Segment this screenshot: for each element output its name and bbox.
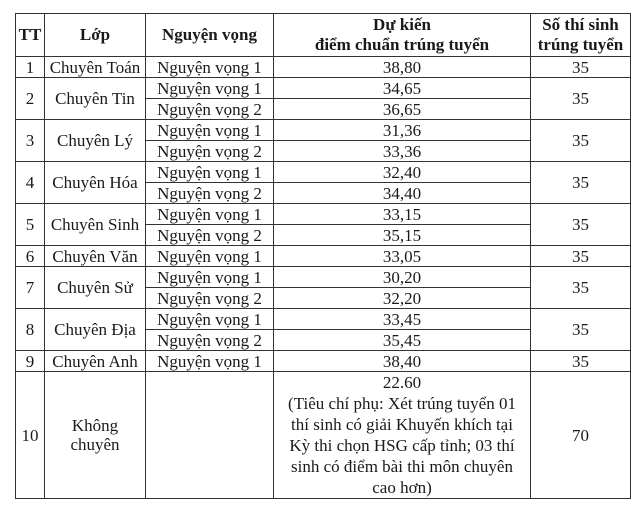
cell-score: 38,40	[274, 351, 531, 372]
cell-score: 22.60	[382, 373, 422, 392]
cell-score: 33,36	[274, 141, 531, 162]
cell-tt: 1	[16, 57, 45, 78]
cell-nguyen-vong: Nguyện vọng 2	[146, 330, 274, 351]
cell-lop: Chuyên Lý	[45, 120, 146, 162]
cell-lop	[45, 372, 146, 499]
cell-lop: Chuyên Sử	[45, 267, 146, 309]
header-du-kien	[274, 14, 531, 57]
header-lop: Lớp	[45, 14, 146, 57]
header-tt: TT	[16, 14, 45, 57]
cell-score: 38,80	[274, 57, 531, 78]
admission-score-table	[15, 13, 631, 499]
cell-score: 31,36	[274, 120, 531, 141]
cell-nguyen-vong: Nguyện vọng 1	[146, 204, 274, 225]
cell-lop: Chuyên Toán	[45, 57, 146, 78]
cell-nguyen-vong: Nguyện vọng 2	[146, 183, 274, 204]
cell-tt: 8	[16, 309, 45, 351]
header-so-thi-sinh-line1: Số thí sinh	[542, 15, 619, 34]
cell-nguyen-vong: Nguyện vọng 1	[146, 162, 274, 183]
cell-lop-line2: chuyên	[70, 435, 120, 454]
note-line: cao hơn)	[372, 478, 432, 497]
cell-quota: 35	[531, 120, 631, 162]
cell-nguyen-vong: Nguyện vọng 1	[146, 57, 274, 78]
cell-nguyen-vong: Nguyện vọng 1	[146, 78, 274, 99]
table-row	[16, 57, 631, 78]
cell-score: 33,15	[274, 204, 531, 225]
cell-lop: Chuyên Anh	[45, 351, 146, 372]
cell-quota: 35	[531, 204, 631, 246]
cell-score: 32,40	[274, 162, 531, 183]
note-line: Kỳ thi chọn HSG cấp tỉnh; 03 thí	[289, 436, 515, 455]
cell-lop: Chuyên Văn	[45, 246, 146, 267]
cell-nguyen-vong	[146, 372, 274, 499]
cell-quota: 35	[531, 78, 631, 120]
table-row	[16, 162, 631, 183]
cell-tt: 2	[16, 78, 45, 120]
cell-tt: 5	[16, 204, 45, 246]
cell-quota: 35	[531, 267, 631, 309]
cell-nguyen-vong: Nguyện vọng 1	[146, 246, 274, 267]
cell-lop: Chuyên Tin	[45, 78, 146, 120]
cell-score: 36,65	[274, 99, 531, 120]
table-row	[16, 309, 631, 330]
header-du-kien-line2: điểm chuẩn trúng tuyển	[314, 35, 490, 54]
cell-score: 35,15	[274, 225, 531, 246]
cell-lop: Chuyên Sinh	[45, 204, 146, 246]
table-row	[16, 204, 631, 225]
cell-score: 33,05	[274, 246, 531, 267]
note-line: (Tiêu chí phụ: Xét trúng tuyển 01	[288, 394, 516, 413]
header-du-kien-line1: Dự kiến	[373, 15, 431, 34]
table-row	[16, 246, 631, 267]
header-row	[16, 14, 631, 57]
note-line: sinh có điểm bài thi môn chuyên	[291, 457, 513, 476]
note-line: thí sinh có giải Khuyến khích tại	[291, 415, 513, 434]
cell-score: 32,20	[274, 288, 531, 309]
cell-nguyen-vong: Nguyện vọng 2	[146, 288, 274, 309]
cell-quota: 70	[531, 372, 631, 499]
cell-lop: Chuyên Địa	[45, 309, 146, 351]
cell-tt: 7	[16, 267, 45, 309]
cell-score: 35,45	[274, 330, 531, 351]
table-row	[16, 267, 631, 288]
cell-nguyen-vong: Nguyện vọng 2	[146, 99, 274, 120]
cell-score: 34,40	[274, 183, 531, 204]
cell-quota: 35	[531, 351, 631, 372]
table-row	[16, 78, 631, 99]
cell-nguyen-vong: Nguyện vọng 2	[146, 141, 274, 162]
cell-nguyen-vong: Nguyện vọng 1	[146, 267, 274, 288]
cell-nguyen-vong: Nguyện vọng 2	[146, 225, 274, 246]
cell-score: 34,65	[274, 78, 531, 99]
header-so-thi-sinh	[531, 14, 631, 57]
cell-tt: 9	[16, 351, 45, 372]
header-nguyen-vong: Nguyện vọng	[146, 14, 274, 57]
cell-tt: 3	[16, 120, 45, 162]
cell-tt: 10	[16, 372, 45, 499]
cell-lop-line1: Không	[71, 416, 119, 435]
cell-score-with-note	[274, 372, 531, 499]
cell-score: 30,20	[274, 267, 531, 288]
cell-lop: Chuyên Hóa	[45, 162, 146, 204]
cell-tt: 6	[16, 246, 45, 267]
cell-tt: 4	[16, 162, 45, 204]
cell-quota: 35	[531, 246, 631, 267]
table-row	[16, 351, 631, 372]
cell-nguyen-vong: Nguyện vọng 1	[146, 309, 274, 330]
table-row	[16, 120, 631, 141]
cell-quota: 35	[531, 57, 631, 78]
cell-quota: 35	[531, 309, 631, 351]
header-so-thi-sinh-line2: trúng tuyển	[537, 35, 624, 54]
table-row	[16, 372, 631, 499]
cell-nguyen-vong: Nguyện vọng 1	[146, 351, 274, 372]
cell-quota: 35	[531, 162, 631, 204]
cell-nguyen-vong: Nguyện vọng 1	[146, 120, 274, 141]
cell-score: 33,45	[274, 309, 531, 330]
